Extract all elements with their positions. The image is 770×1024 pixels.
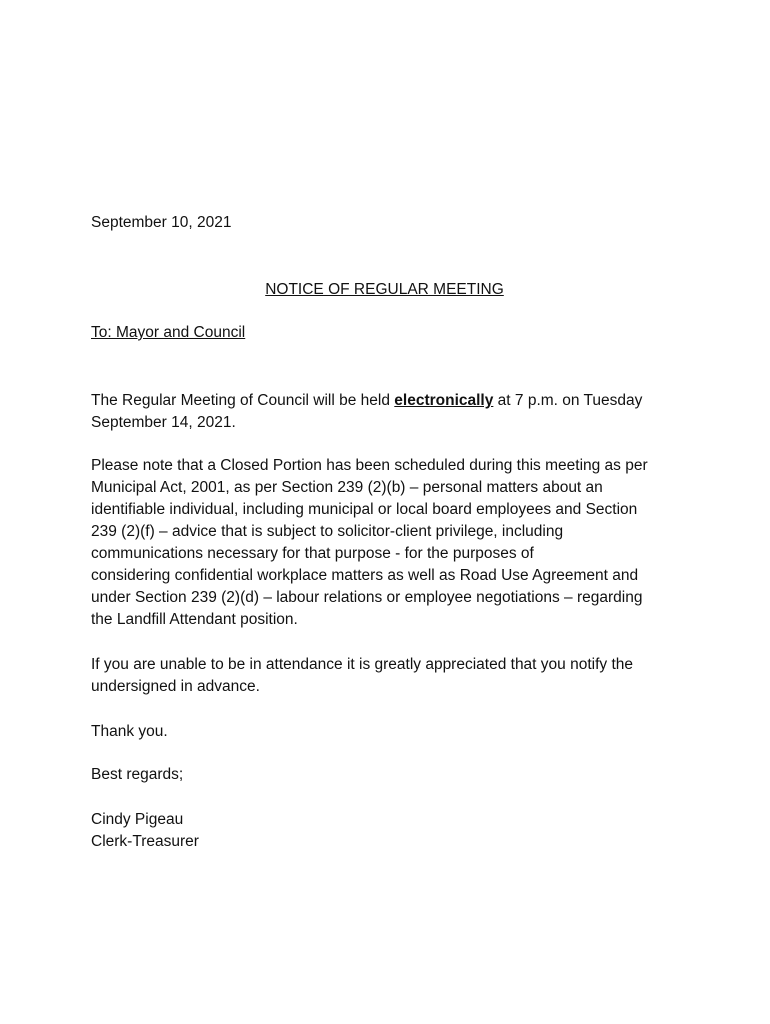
closed-portion-line: considering confidential workplace matters as well as Road Use Agreement and	[91, 567, 639, 584]
notice-heading: NOTICE OF REGULAR MEETING	[265, 281, 504, 298]
meeting-paragraph	[91, 390, 642, 434]
letter-page	[91, 0, 691, 1024]
closed-portion-line: Please note that a Closed Portion has been scheduled during this meeting as per	[91, 457, 648, 474]
attendance-line: If you are unable to be in attendance it is greatly appreciated that you notify the	[91, 656, 633, 673]
recipient-line: To: Mayor and Council	[91, 324, 246, 341]
meeting-line-1	[91, 390, 642, 412]
closed-portion-line: Municipal Act, 2001, as per Section 239 (2)(b) – personal matters about an	[91, 479, 603, 496]
electronically-emphasis: electronically	[394, 392, 494, 409]
signature-title: Clerk-Treasurer	[91, 833, 199, 850]
signature-name: Cindy Pigeau	[91, 811, 184, 828]
thank-you: Thank you.	[91, 723, 168, 740]
attendance-paragraph	[91, 654, 633, 698]
closed-portion-line: identifiable individual, including municipal or local board employees and Section	[91, 501, 638, 518]
attendance-line: undersigned in advance.	[91, 678, 260, 695]
closed-portion-line: the Landfill Attendant position.	[91, 611, 298, 628]
meeting-text-pre: The Regular Meeting of Council will be held	[91, 392, 395, 409]
meeting-line-2: September 14, 2021.	[91, 414, 236, 431]
closed-portion-line: under Section 239 (2)(d) – labour relations or employee negotiations – regarding	[91, 589, 643, 606]
closed-portion-paragraph	[91, 455, 648, 631]
letter-date: September 10, 2021	[91, 214, 232, 231]
meeting-text-post: at 7 p.m. on Tuesday	[493, 392, 643, 409]
closing-regards: Best regards;	[91, 766, 184, 783]
closed-portion-line: communications necessary for that purpose - for the purposes of	[91, 545, 534, 562]
closed-portion-line: 239 (2)(f) – advice that is subject to solicitor-client privilege, including	[91, 523, 564, 540]
